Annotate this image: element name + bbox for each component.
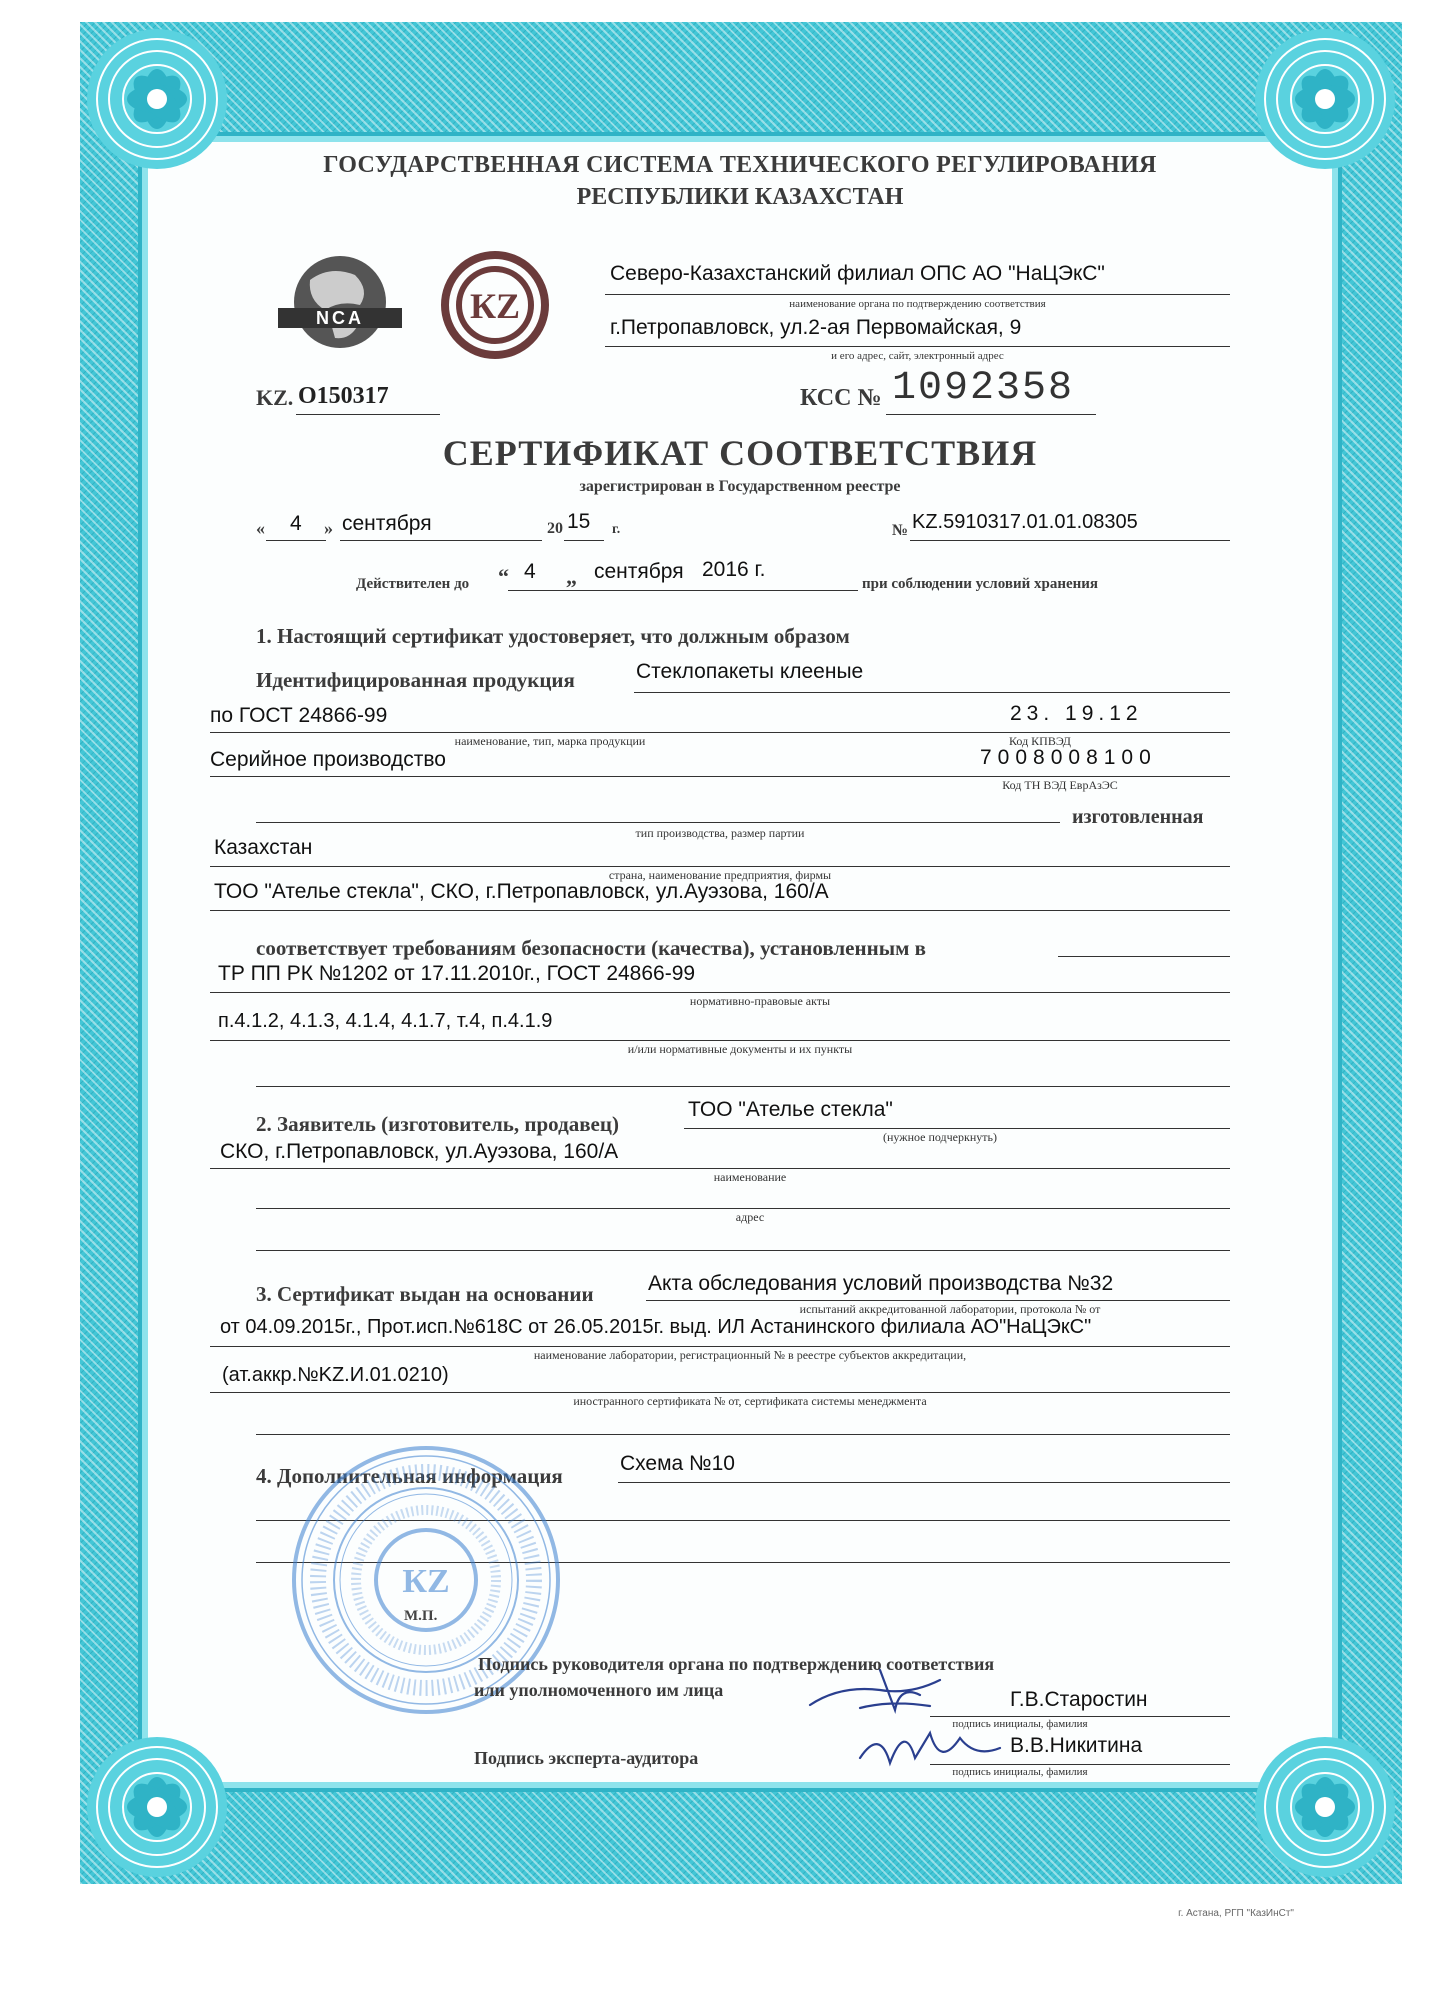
product-caption: наименование, тип, марка продукции [454, 734, 646, 748]
country: Казахстан [214, 836, 313, 859]
kz-number: О150317 [298, 383, 389, 409]
expert-name: В.В.Никитина [1010, 1734, 1143, 1757]
applicant-address-caption: адрес [735, 1210, 765, 1224]
header-line-2: РЕСПУБЛИКИ КАЗАХСТАН [576, 184, 904, 210]
production-caption: тип производства, размер партии [635, 826, 805, 840]
document-points: п.4.1.2, 4.1.3, 4.1.4, 4.1.7, т.4, п.4.1.9 [218, 1010, 553, 1032]
applicant-name-caption: наименование [713, 1170, 787, 1184]
tnved-caption: Код ТН ВЭД ЕврАзЭС [1002, 778, 1118, 792]
head-name: Г.В.Старостин [1010, 1688, 1148, 1711]
kpved-caption: Код КПВЭД [1009, 734, 1071, 748]
complies-heading: соответствует требованиям безопасности (качества), установленным в [256, 936, 926, 960]
manufactured-label: изготовленная [1072, 806, 1204, 828]
quote-open: « [256, 518, 265, 538]
acts-caption: нормативно-правовые акты [689, 994, 831, 1008]
head-signature-label-2: или уполномоченного им лица [474, 1680, 724, 1700]
basis-caption: испытаний аккредитованной лаборатории, протокола № от [799, 1302, 1101, 1316]
tnved-code: 7008008100 [980, 746, 1157, 769]
issue-month: сентября [342, 512, 432, 535]
issue-year: 15 [567, 510, 591, 533]
kss-label: КСС № [800, 385, 882, 411]
header-line-1: ГОСУДАРСТВЕННАЯ СИСТЕМА ТЕХНИЧЕСКОГО РЕГУЛИРОВАНИЯ [323, 152, 1157, 178]
kss-logo-icon [438, 250, 552, 360]
official-seal-stamp-icon [286, 1440, 566, 1720]
points-caption: и/или нормативные документы и их пункты [627, 1042, 853, 1056]
lab-caption: наименование лаборатории, регистрационный № в реестре субъектов аккредитации, [533, 1348, 967, 1362]
additional-info: Схема №10 [620, 1452, 735, 1475]
certificate-basis-details: от 04.09.2015г., Прот.исп.№618С от 26.05.2015г. выд. ИЛ Астанинского филиала АО"НаЦЭкС" [220, 1316, 1092, 1338]
validity-label: Действителен до [356, 576, 470, 592]
registered-note: зарегистрирован в Государственном реестре [579, 478, 901, 495]
svg-text:КZ: КZ [402, 1563, 450, 1600]
production-type: Серийное производство [210, 748, 446, 771]
kss-logo-text: КZ [469, 286, 521, 326]
year-unit: г. [612, 522, 621, 537]
issue-day: 4 [290, 512, 302, 535]
organ-name-caption: наименование органа по подтверждению соответствия [789, 298, 1046, 310]
head-signature-label: Подпись руководителя органа по подтверждению соответствия [478, 1654, 995, 1674]
validity-condition: при соблюдении условий хранения [862, 576, 1099, 592]
section2-heading: 2. Заявитель (изготовитель, продавец) [256, 1112, 619, 1136]
validity-quote-open: “ [498, 564, 509, 589]
section1-heading: 1. Настоящий сертификат удостоверяет, что должным образом [256, 624, 850, 648]
corner-rosette-icon [82, 1732, 232, 1882]
kz-label: KZ. [256, 385, 294, 410]
section3-heading: 3. Сертификат выдан на основании [256, 1282, 594, 1306]
reg-no-label: № [892, 522, 909, 539]
product-label: Идентифицированная продукция [256, 668, 575, 692]
organ-address: г.Петропавловск, ул.2-ая Первомайская, 9 [610, 316, 1022, 339]
expert-caption: подпись инициалы, фамилия [952, 1766, 1088, 1778]
nca-logo-text: NCA [316, 308, 364, 328]
certificate-title: СЕРТИФИКАТ СООТВЕТСТВИЯ [442, 433, 1038, 473]
accreditation-number: (ат.аккр.№KZ.И.01.0210) [222, 1364, 449, 1386]
country-caption: страна, наименование предприятия, фирмы [608, 868, 832, 882]
product-gost: по ГОСТ 24866-99 [210, 704, 388, 727]
product-name: Стеклопакеты клееные [636, 660, 864, 683]
corner-rosette-icon [1250, 1732, 1400, 1882]
organ-name: Северо-Казахстанский филиал ОПС АО "НаЦЭкС" [610, 262, 1105, 285]
quote-close: » [324, 518, 333, 538]
stamp-label: М.П. [404, 1608, 438, 1624]
expert-signature-label: Подпись эксперта-аудитора [474, 1748, 699, 1768]
applicant-address: СКО, г.Петропавловск, ул.Ауэзова, 160/А [220, 1140, 619, 1163]
issue-year-prefix: 20 [547, 520, 563, 537]
printer-mark: г. Астана, РГП "КазИнСт" [1178, 1908, 1294, 1919]
nca-globe-logo-icon [270, 250, 410, 360]
kss-number: 1092358 [892, 366, 1075, 411]
technical-regulation: ТР ПП РК №1202 от 17.11.2010г., ГОСТ 24866-99 [218, 962, 696, 985]
certificate-basis: Акта обследования условий производства №32 [648, 1272, 1114, 1295]
cert-caption: иностранного сертификата № от, сертификата системы менеджмента [573, 1394, 927, 1408]
kpved-code: 23. 19.12 [1010, 702, 1143, 725]
organ-address-caption: и его адрес, сайт, электронный адрес [831, 350, 1004, 362]
applicant-name: ТОО "Ателье стекла" [688, 1098, 893, 1121]
manufacturer: ТОО "Ателье стекла", СКО, г.Петропавловск, ул.Ауэзова, 160/А [214, 880, 829, 903]
validity-day: 4 [524, 560, 536, 583]
validity-year: 2016 г. [702, 558, 766, 581]
head-caption: подпись инициалы, фамилия [952, 1718, 1088, 1730]
registry-number: KZ.5910317.01.01.08305 [912, 511, 1138, 533]
section4-heading: 4. Дополнительная информация [256, 1464, 563, 1488]
underline-caption: (нужное подчеркнуть) [883, 1130, 997, 1144]
head-handwritten-signature-icon [800, 1660, 980, 1720]
validity-quote-close: „ [566, 564, 577, 589]
validity-month: сентября [594, 560, 684, 583]
